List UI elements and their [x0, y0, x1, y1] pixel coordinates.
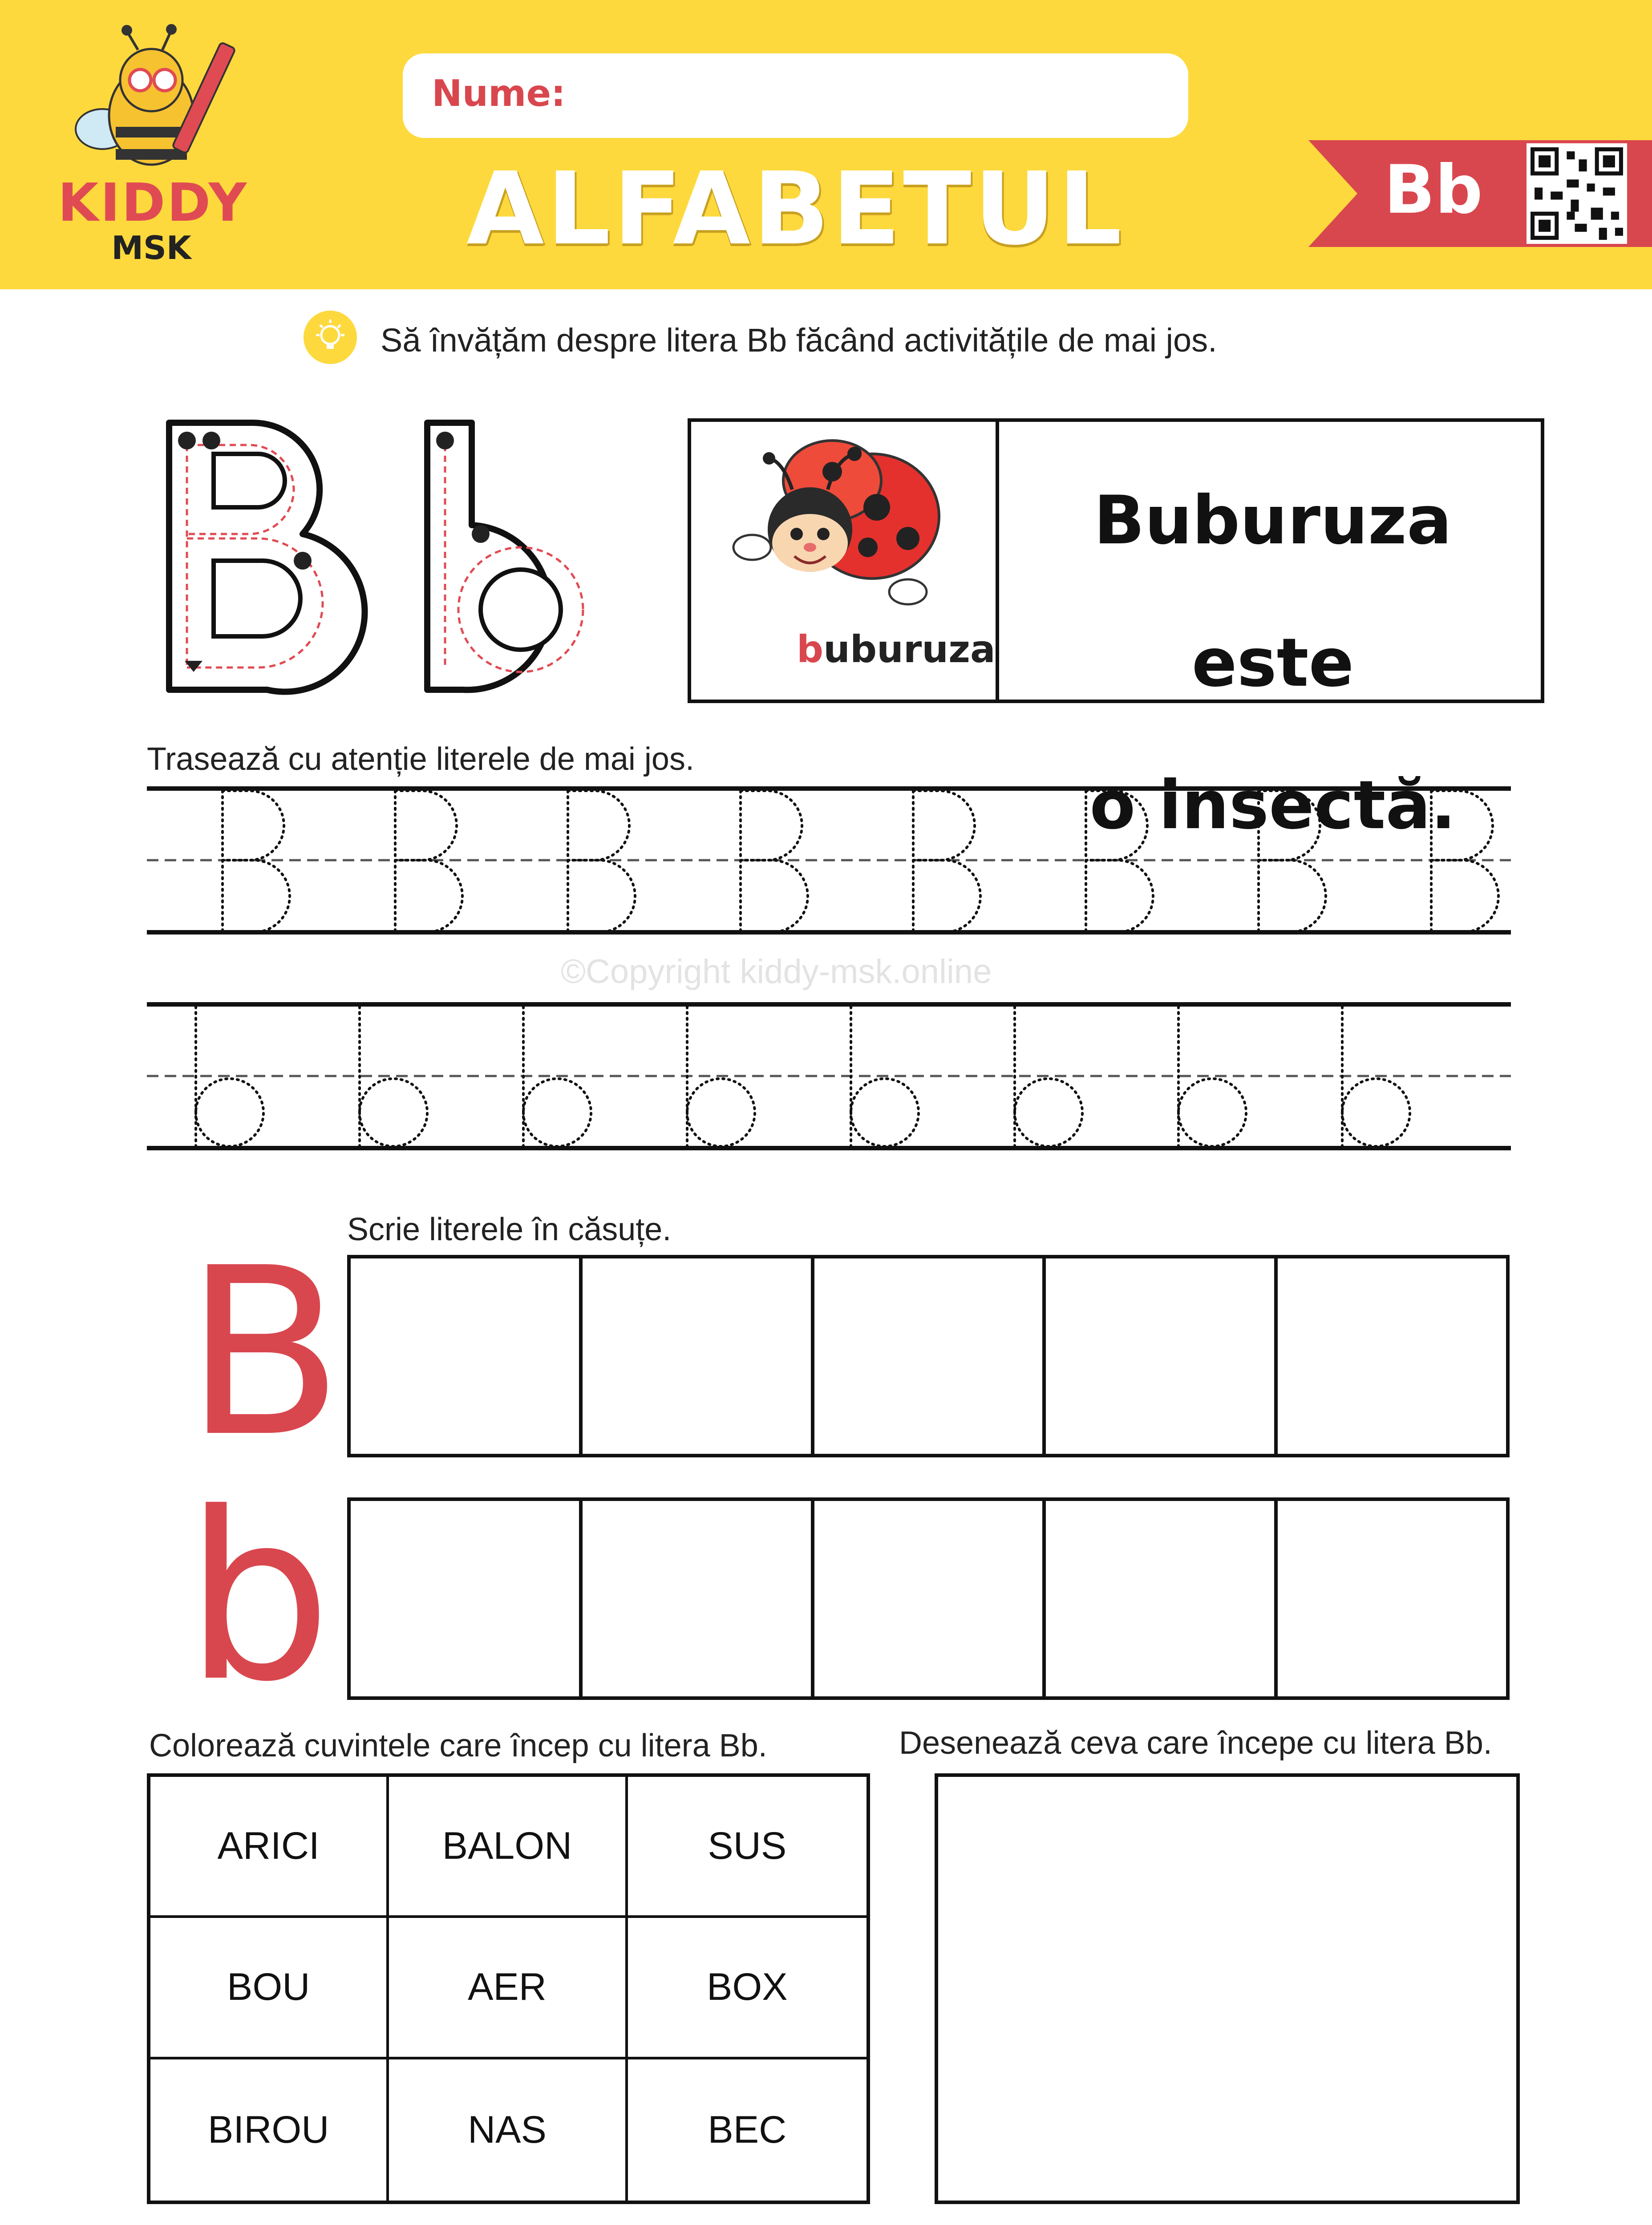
write-box[interactable]	[1278, 1501, 1506, 1696]
dotted-letter-uppercase	[913, 791, 980, 932]
word-cell[interactable]: BOX	[628, 1918, 866, 2059]
model-letter-uppercase: B	[185, 1218, 344, 1488]
write-box[interactable]	[583, 1501, 814, 1696]
dotted-letter-uppercase	[1086, 791, 1153, 932]
uppercase-b-guide	[169, 423, 365, 692]
draw-instructions: Desenează ceva care începe cu litera Bb.	[899, 1725, 1492, 1761]
qr-code-icon[interactable]	[1526, 143, 1627, 244]
dotted-letter-lowercase	[360, 1007, 427, 1148]
picture-word-initial: b	[797, 627, 824, 671]
write-box[interactable]	[351, 1501, 583, 1696]
write-instructions: Scrie literele în căsuțe.	[347, 1212, 672, 1247]
dotted-letter-uppercase	[395, 791, 462, 932]
picture-word-rest: uburuza	[823, 627, 996, 671]
write-box[interactable]	[814, 1501, 1046, 1696]
dotted-letter-uppercase	[1431, 791, 1498, 932]
lowercase-b-guide	[427, 423, 583, 690]
name-label: Nume:	[432, 73, 566, 115]
dotted-letter-uppercase	[223, 791, 290, 932]
logo-subtitle: MSK	[111, 229, 191, 267]
copyright-watermark: ©Copyright kiddy-msk.online	[561, 953, 992, 991]
tracing-row-uppercase[interactable]	[147, 781, 1511, 941]
write-box[interactable]	[814, 1258, 1046, 1454]
write-box[interactable]	[351, 1258, 583, 1454]
word-cell[interactable]: AER	[389, 1918, 628, 2059]
word-cell[interactable]: SUS	[628, 1777, 866, 1918]
word-cell[interactable]: BOU	[150, 1918, 389, 2059]
write-box[interactable]	[1278, 1258, 1506, 1454]
sentence-line-1: Buburuza este	[1093, 482, 1452, 702]
word-cell[interactable]: BALON	[389, 1777, 628, 1918]
word-cell[interactable]: ARICI	[150, 1777, 389, 1918]
write-box[interactable]	[583, 1258, 814, 1454]
lightbulb-icon	[304, 311, 357, 364]
drawing-area[interactable]	[935, 1773, 1520, 2204]
word-cell[interactable]: NAS	[389, 2059, 628, 2201]
intro-text: Să învățăm despre litera Bb făcând activitățile de mai jos.	[381, 322, 1217, 359]
write-box[interactable]	[1046, 1501, 1278, 1696]
sentence-line-2: o insectă.	[1089, 767, 1456, 844]
tracing-instructions: Trasează cu atenție literele de mai jos.	[147, 741, 694, 777]
color-instructions: Colorează cuvintele care încep cu litera Bb.	[149, 1728, 767, 1764]
dotted-letter-uppercase	[568, 791, 635, 932]
write-boxes-uppercase	[347, 1255, 1510, 1457]
logo-title: KIDDY	[58, 172, 249, 233]
word-grid	[147, 1773, 870, 2204]
dotted-letter-uppercase	[741, 791, 808, 932]
dotted-letter-lowercase	[523, 1007, 591, 1148]
dotted-letter-lowercase	[196, 1007, 263, 1148]
word-cell[interactable]: BIROU	[150, 2059, 389, 2201]
dotted-letter-lowercase	[1015, 1007, 1082, 1148]
dotted-letter-lowercase	[1178, 1007, 1246, 1148]
letter-badge: Bb	[1384, 151, 1483, 229]
model-letter-lowercase: b	[185, 1463, 332, 1732]
tracing-row-lowercase[interactable]	[147, 997, 1511, 1157]
write-boxes-lowercase	[347, 1497, 1510, 1700]
ladybug-illustration	[699, 427, 988, 619]
dotted-letter-lowercase	[1342, 1007, 1410, 1148]
word-cell[interactable]: BEC	[708, 2108, 787, 2151]
page-title: ALFABETUL	[466, 151, 1125, 267]
dotted-letter-lowercase	[851, 1007, 919, 1148]
letter-stroke-guide	[160, 414, 641, 712]
picture-word	[797, 627, 996, 671]
write-box[interactable]	[1046, 1258, 1278, 1454]
dotted-letter-lowercase	[687, 1007, 755, 1148]
dotted-letter-uppercase	[1259, 791, 1326, 932]
